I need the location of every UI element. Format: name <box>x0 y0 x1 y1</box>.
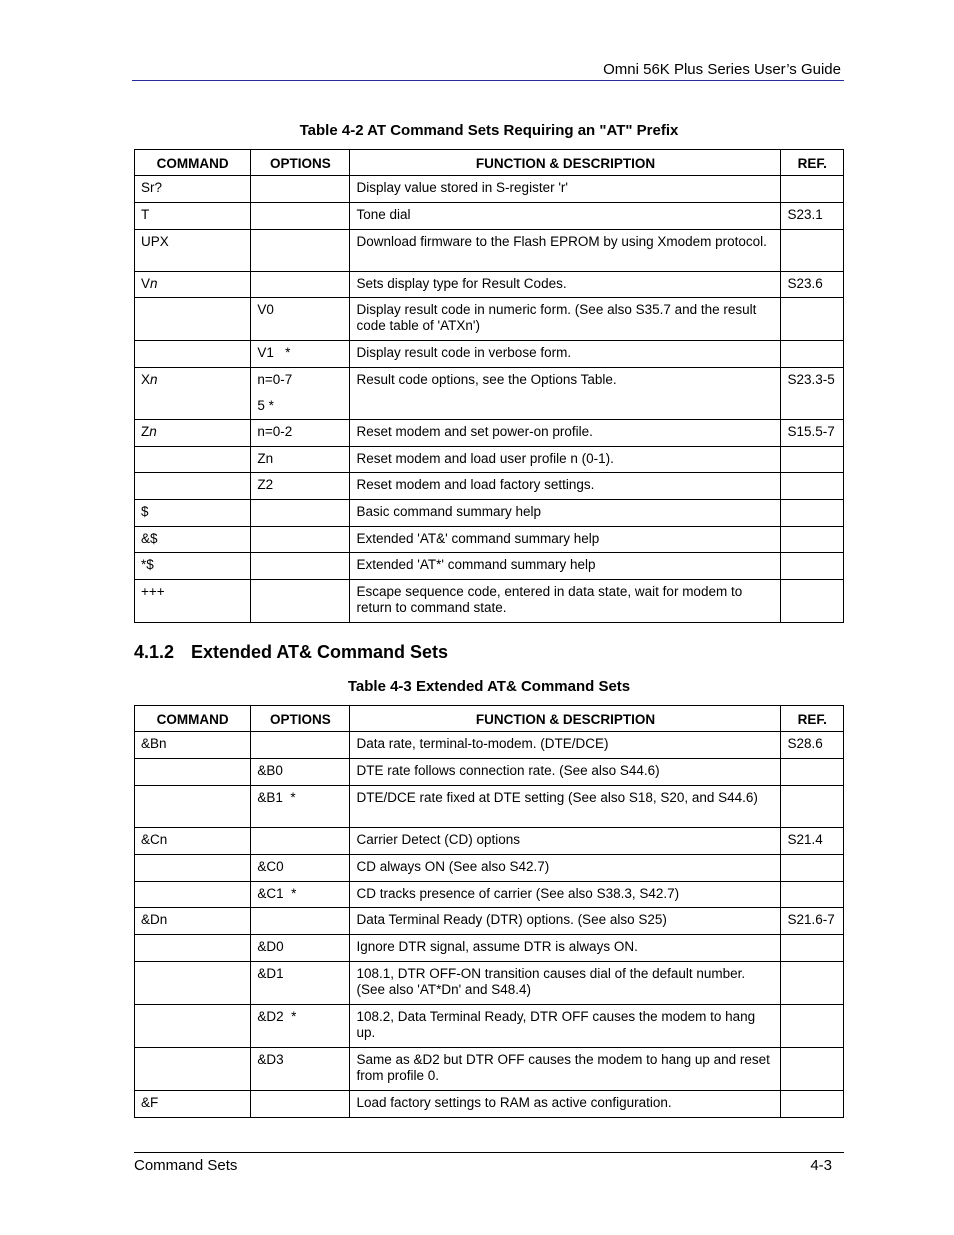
command-cell <box>135 759 251 786</box>
table-4-2 <box>134 149 844 623</box>
command-cell <box>135 553 251 580</box>
reference-cell <box>781 759 844 786</box>
description-cell: Carrier Detect (CD) options <box>350 828 781 855</box>
command-text: UPX <box>141 234 169 249</box>
description-cell: Reset modem and set power-on profile. <box>350 420 781 447</box>
column-header: FUNCTION & DESCRIPTION <box>350 706 781 732</box>
description-cell: Display result code in numeric form. (See also S35.7 and the result code table of 'ATXn') <box>350 298 781 341</box>
option-default-text: 5 * <box>257 398 274 413</box>
command-cell <box>135 230 251 272</box>
footer-rule <box>134 1152 844 1153</box>
option-text: &D2 * <box>257 1009 297 1024</box>
option-text: n=0-7 <box>257 372 293 387</box>
command-text: Z <box>141 424 150 439</box>
table-row <box>135 759 844 786</box>
table-header-row <box>135 706 844 732</box>
options-cell <box>251 828 350 855</box>
table-row <box>135 230 844 272</box>
table-row <box>135 527 844 553</box>
command-cell <box>135 368 251 420</box>
command-cell <box>135 447 251 473</box>
section-heading <box>134 642 448 663</box>
table-row <box>135 1005 844 1048</box>
table-row <box>135 203 844 230</box>
option-text: &B0 <box>257 763 283 778</box>
option-text: &D1 <box>257 966 284 981</box>
table-row <box>135 447 844 473</box>
command-cell <box>135 473 251 500</box>
reference-cell <box>781 298 844 341</box>
description-cell: Result code options, see the Options Table. <box>350 368 781 420</box>
table-row <box>135 935 844 962</box>
description-cell: 108.1, DTR OFF-ON transition causes dial of the default number. (See also 'AT*Dn' and S48.4) <box>350 962 781 1005</box>
reference-cell <box>781 341 844 368</box>
reference-cell: S28.6 <box>781 732 844 759</box>
table-row <box>135 786 844 828</box>
options-cell <box>251 908 350 935</box>
reference-cell: S23.3-5 <box>781 368 844 420</box>
option-text: V0 <box>257 302 274 317</box>
table-row <box>135 500 844 527</box>
option-text: &C0 <box>257 859 284 874</box>
options-cell <box>251 962 350 1005</box>
reference-cell <box>781 1091 844 1118</box>
section-number: 4.1.2 <box>134 642 175 662</box>
command-cell <box>135 272 251 298</box>
options-cell <box>251 580 350 623</box>
description-cell: Data rate, terminal-to-modem. (DTE/DCE) <box>350 732 781 759</box>
description-cell: Reset modem and load user profile n (0-1). <box>350 447 781 473</box>
command-cell <box>135 176 251 203</box>
description-cell: Extended 'AT&' command summary help <box>350 527 781 553</box>
description-cell: Load factory settings to RAM as active configuration. <box>350 1091 781 1118</box>
table-row <box>135 855 844 882</box>
command-text: &$ <box>141 531 158 546</box>
command-text: V <box>141 276 151 291</box>
options-cell <box>251 786 350 828</box>
table-row <box>135 420 844 447</box>
table-row <box>135 368 844 420</box>
command-cell <box>135 1005 251 1048</box>
options-cell <box>251 935 350 962</box>
description-cell: CD tracks presence of carrier (See also S38.3, S42.7) <box>350 882 781 908</box>
option-text: V1 * <box>257 345 291 360</box>
options-cell <box>251 1091 350 1118</box>
table-row <box>135 828 844 855</box>
column-header: FUNCTION & DESCRIPTION <box>350 150 781 176</box>
description-cell: Data Terminal Ready (DTR) options. (See also S25) <box>350 908 781 935</box>
options-cell <box>251 1005 350 1048</box>
description-cell: Extended 'AT*' command summary help <box>350 553 781 580</box>
table-row <box>135 908 844 935</box>
reference-cell <box>781 935 844 962</box>
command-text: *$ <box>141 557 154 572</box>
table-row <box>135 732 844 759</box>
table-row <box>135 553 844 580</box>
command-text: &Dn <box>141 912 168 927</box>
option-text: &C1 * <box>257 886 297 901</box>
table-row <box>135 298 844 341</box>
option-text: &D3 <box>257 1052 284 1067</box>
reference-cell: S21.6-7 <box>781 908 844 935</box>
option-text: Zn <box>257 451 274 466</box>
header-rule <box>132 80 844 81</box>
options-cell <box>251 272 350 298</box>
reference-cell <box>781 447 844 473</box>
option-text: Z2 <box>257 477 274 492</box>
description-cell: Ignore DTR signal, assume DTR is always ON. <box>350 935 781 962</box>
description-cell: DTE rate follows connection rate. (See also S44.6) <box>350 759 781 786</box>
options-cell <box>251 553 350 580</box>
reference-cell <box>781 580 844 623</box>
table-row <box>135 962 844 1005</box>
command-text: &Cn <box>141 832 168 847</box>
command-text: $ <box>141 504 149 519</box>
options-cell <box>251 882 350 908</box>
reference-cell <box>781 786 844 828</box>
reference-cell <box>781 855 844 882</box>
running-header-title: Omni 56K Plus Series User’s Guide <box>603 61 841 78</box>
description-cell: 108.2, Data Terminal Ready, DTR OFF causes the modem to hang up. <box>350 1005 781 1048</box>
reference-cell <box>781 882 844 908</box>
command-cell <box>135 1091 251 1118</box>
column-header: COMMAND <box>135 150 251 176</box>
column-header: REF. <box>781 706 844 732</box>
reference-cell <box>781 553 844 580</box>
command-cell <box>135 962 251 1005</box>
options-cell <box>251 176 350 203</box>
reference-cell: S15.5-7 <box>781 420 844 447</box>
table-4-3-caption: Table 4-3 Extended AT& Command Sets <box>347 678 631 695</box>
options-cell <box>251 855 350 882</box>
command-cell <box>135 527 251 553</box>
reference-cell: S23.1 <box>781 203 844 230</box>
table-row <box>135 882 844 908</box>
description-cell: Display result code in verbose form. <box>350 341 781 368</box>
description-cell: Download firmware to the Flash EPROM by using Xmodem protocol. <box>350 230 781 272</box>
command-cell <box>135 935 251 962</box>
command-parameter: n <box>149 424 157 439</box>
command-text: X <box>141 372 151 387</box>
options-cell <box>251 420 350 447</box>
options-cell <box>251 732 350 759</box>
reference-cell <box>781 230 844 272</box>
column-header: REF. <box>781 150 844 176</box>
options-cell <box>251 203 350 230</box>
command-text: Sr? <box>141 180 163 195</box>
description-cell: Basic command summary help <box>350 500 781 527</box>
command-cell <box>135 1048 251 1091</box>
section-title: Extended AT& Command Sets <box>191 642 449 662</box>
option-text: &D0 <box>257 939 284 954</box>
reference-cell <box>781 1005 844 1048</box>
command-parameter: n <box>150 276 158 291</box>
column-header: COMMAND <box>135 706 251 732</box>
options-cell <box>251 1048 350 1091</box>
reference-cell <box>781 500 844 527</box>
page-number: 4-3 <box>810 1157 832 1174</box>
command-text: +++ <box>141 584 165 599</box>
description-cell: Display value stored in S-register 'r' <box>350 176 781 203</box>
table-row <box>135 176 844 203</box>
command-cell <box>135 500 251 527</box>
command-cell <box>135 908 251 935</box>
table-4-2-caption: Table 4-2 AT Command Sets Requiring an "AT" Prefix <box>299 122 679 139</box>
reference-cell <box>781 962 844 1005</box>
options-cell <box>251 500 350 527</box>
command-cell <box>135 420 251 447</box>
table-row <box>135 580 844 623</box>
table-header-row <box>135 150 844 176</box>
reference-cell <box>781 473 844 500</box>
options-cell <box>251 230 350 272</box>
footer-section-name: Command Sets <box>134 1157 238 1174</box>
command-parameter: n <box>150 372 158 387</box>
reference-cell <box>781 527 844 553</box>
table-row <box>135 1048 844 1091</box>
table-row <box>135 341 844 368</box>
table-4-3 <box>134 705 844 1118</box>
description-cell: DTE/DCE rate fixed at DTE setting (See also S18, S20, and S44.6) <box>350 786 781 828</box>
command-cell <box>135 203 251 230</box>
command-text: &F <box>141 1095 159 1110</box>
table-row <box>135 272 844 298</box>
reference-cell <box>781 1048 844 1091</box>
description-cell: CD always ON (See also S42.7) <box>350 855 781 882</box>
description-cell: Sets display type for Result Codes. <box>350 272 781 298</box>
command-cell <box>135 580 251 623</box>
description-cell: Escape sequence code, entered in data state, wait for modem to return to command state. <box>350 580 781 623</box>
command-text: T <box>141 207 150 222</box>
table-row <box>135 473 844 500</box>
command-cell <box>135 341 251 368</box>
options-cell <box>251 368 350 420</box>
column-header: OPTIONS <box>251 706 350 732</box>
command-cell <box>135 882 251 908</box>
column-header: OPTIONS <box>251 150 350 176</box>
description-cell: Reset modem and load factory settings. <box>350 473 781 500</box>
table-row <box>135 1091 844 1118</box>
options-cell <box>251 341 350 368</box>
reference-cell: S21.4 <box>781 828 844 855</box>
option-text: n=0-2 <box>257 424 293 439</box>
reference-cell <box>781 176 844 203</box>
reference-cell: S23.6 <box>781 272 844 298</box>
option-text: &B1 * <box>257 790 296 805</box>
command-cell <box>135 855 251 882</box>
options-cell <box>251 473 350 500</box>
options-cell <box>251 759 350 786</box>
command-cell <box>135 786 251 828</box>
command-cell <box>135 298 251 341</box>
description-cell: Tone dial <box>350 203 781 230</box>
options-cell <box>251 298 350 341</box>
command-cell <box>135 732 251 759</box>
options-cell <box>251 447 350 473</box>
options-cell <box>251 527 350 553</box>
command-text: &Bn <box>141 736 167 751</box>
description-cell: Same as &D2 but DTR OFF causes the modem to hang up and reset from profile 0. <box>350 1048 781 1091</box>
command-cell <box>135 828 251 855</box>
